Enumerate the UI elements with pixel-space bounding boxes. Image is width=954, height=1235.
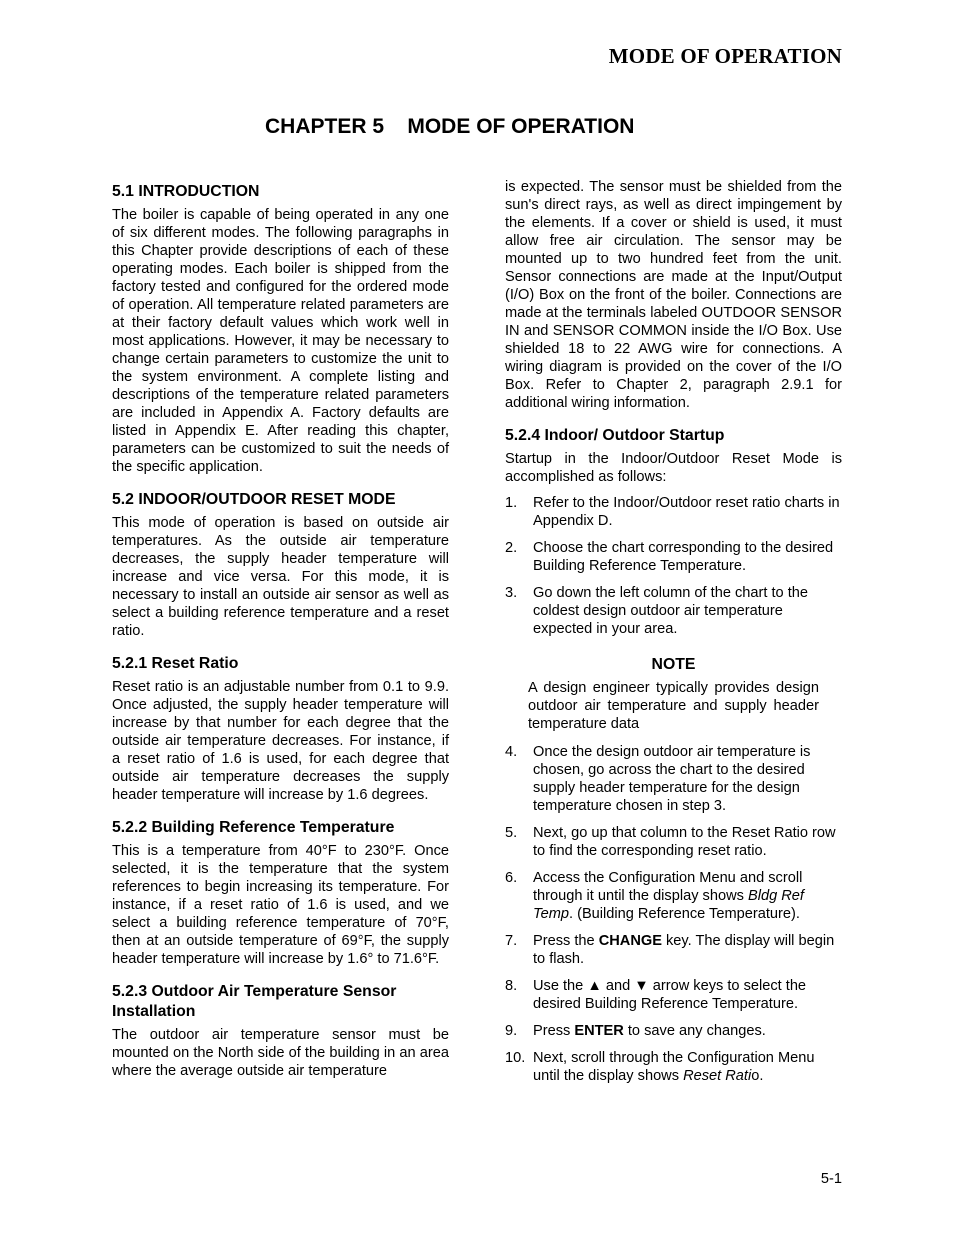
list-number: 5. [505, 825, 518, 841]
section-5-2-1-heading: 5.2.1 Reset Ratio [112, 655, 239, 672]
list-item [505, 869, 842, 923]
list-number: 9. [505, 1023, 518, 1039]
section-5-2-body: This mode of operation is based on outside air temperatures. As the outside air temperature decreases, the supply header temperature will increase and vice versa. For this mode, it is necessary to install an outside air sensor as well as select a building reference temperature and a reset ratio. [112, 515, 449, 639]
list-item [505, 539, 842, 575]
section-5-2-2-body: This is a temperature from 40°F to 230°F. Once selected, it is the temperature that the system references to begin increasing its temperature. For instance, if a reset ratio of 1.6 is used, and we select a building reference temperature of 70°F, then at an outside temperature of 69°F, the supply header temperature will increase by 1.6° to 71.6°F. [112, 843, 449, 967]
list-number: 2. [505, 540, 518, 556]
note-body: A design engineer typically provides design outdoor air temperature and supply header temperature data [528, 680, 819, 732]
note-title: NOTE [651, 656, 696, 673]
key-name-change: CHANGE [598, 933, 662, 949]
list-text: Use the ▲ and ▼ arrow keys to select the desired Building Reference Temperature. [533, 978, 807, 1012]
startup-steps-list-a [505, 494, 842, 638]
section-5-1-body: The boiler is capable of being operated in any one of six different modes. The following paragraphs in this Chapter provide descriptions of each of these operating modes. Each boiler is shipped from the factory tested and configured for the ordered mode of operation. All temperature related parameters are at their factory default values which work well in most applications. However, it may be necessary to change certain parameters to customize the unit to the system environment. A complete listing and descriptions of the temperature related parameters are included in Appendix A. Factory defaults are listed in Appendix E. After reading this chapter, parameters can be customized to suit the needs of the specific application. [112, 207, 449, 475]
list-item [505, 584, 842, 638]
startup-steps-list-b [505, 743, 842, 1085]
list-text: Go down the left column of the chart to the coldest design outdoor air temperature expected in your area. [533, 585, 809, 637]
section-5-2-heading: 5.2 INDOOR/OUTDOOR RESET MODE [112, 491, 396, 508]
list-item [505, 932, 842, 968]
key-name-enter: ENTER [574, 1023, 624, 1039]
list-text: Press the [533, 933, 599, 949]
list-number: 10. [505, 1050, 526, 1066]
section-5-2-3-heading: 5.2.3 Outdoor Air Temperature Sensor Installation [112, 983, 397, 1020]
list-text: Choose the chart corresponding to the desired Building Reference Temperature. [533, 540, 834, 574]
list-text: Once the design outdoor air temperature is chosen, go across the chart to the desired supply header temperature for the design temperature chosen in step 3. [533, 744, 811, 814]
right-column [505, 180, 842, 1094]
list-text: Refer to the Indoor/Outdoor reset ratio charts in Appendix D. [533, 495, 840, 529]
list-number: 7. [505, 933, 518, 949]
display-text-bldg-ref-temp: Bldg Ref Temp [533, 888, 804, 922]
list-text: o. [751, 1068, 764, 1084]
list-text: Next, scroll through the Configuration Menu until the display shows [533, 1050, 815, 1084]
list-text: . (Building Reference Temperature). [568, 906, 800, 922]
section-5-2-3-body-left: The outdoor air temperature sensor must be mounted on the North side of the building in an area where the average outside air temperature [112, 1027, 449, 1079]
section-5-2-4-heading: 5.2.4 Indoor/ Outdoor Startup [505, 427, 725, 444]
section-5-2-1-body: Reset ratio is an adjustable number from 0.1 to 9.9. Once adjusted, the supply header temperature will increase by that number for each degree that the outside air temperature decreases. For instance, if a reset ratio of 1.6 is used, for each degree that outside air temperature decreases the supply header temperature will increase by 1.6 degrees. [112, 679, 449, 803]
list-text: key. The display will begin to flash. [533, 933, 835, 967]
list-text: Access the Configuration Menu and scroll through it until the display shows [533, 870, 803, 904]
display-text-reset-ratio: Reset Rati [683, 1068, 752, 1084]
list-text: Next, go up that column to the Reset Ratio row to find the corresponding reset ratio. [533, 825, 836, 859]
list-number: 8. [505, 978, 518, 994]
chapter-title: CHAPTER 5 MODE OF OPERATION [265, 115, 635, 138]
section-5-2-3-body-right: is expected. The sensor must be shielded from the sun's direct rays, as well as direct impingement by the elements. If a cover or shield is used, it must allow free air circulation. The sensor may be mounted up to two hundred feet from the unit. Sensor connections are made at the Input/Output (I/O) Box on the front of the boiler. Connections are made at the terminals labeled OUTDOOR SENSOR IN and SENSOR COMMON inside the I/O Box. Use shielded 18 to 22 AWG wire for connections. A wiring diagram is provided on the cover of the I/O Box. Refer to Chapter 2, paragraph 2.9.1 for additional wiring information. [505, 179, 842, 411]
list-number: 6. [505, 870, 518, 886]
list-item [505, 824, 842, 860]
list-text: to save any changes. [623, 1023, 766, 1039]
section-5-2-2-heading: 5.2.2 Building Reference Temperature [112, 819, 395, 836]
list-number: 3. [505, 585, 518, 601]
list-item [505, 1049, 842, 1085]
left-column [112, 180, 449, 1086]
list-number: 1. [505, 495, 518, 511]
list-item [505, 743, 842, 815]
section-5-1-heading: 5.1 INTRODUCTION [112, 183, 260, 200]
list-number: 4. [505, 744, 518, 760]
list-item [505, 494, 842, 530]
list-item [505, 1022, 842, 1040]
section-5-2-4-intro: Startup in the Indoor/Outdoor Reset Mode is accomplished as follows: [505, 451, 842, 485]
list-item [505, 977, 842, 1013]
list-text: Press [533, 1023, 575, 1039]
running-head: MODE OF OPERATION [608, 44, 842, 68]
page-number: 5-1 [820, 1171, 842, 1187]
